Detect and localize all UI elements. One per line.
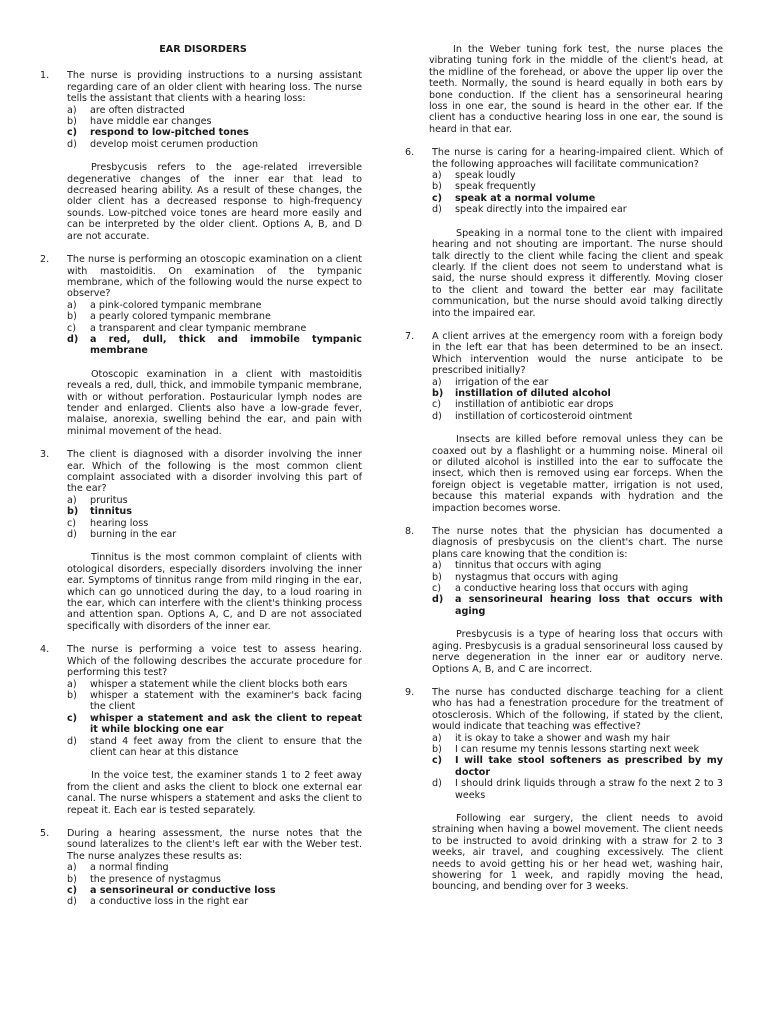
answer-option bbox=[67, 495, 362, 506]
question-number: 3. bbox=[40, 449, 50, 461]
option-text: a conductive loss in the right ear bbox=[90, 896, 249, 908]
answer-option bbox=[432, 733, 723, 744]
option-text: speak directly into the impaired ear bbox=[455, 204, 627, 216]
correct-answer-option bbox=[67, 127, 362, 138]
option-letter: d) bbox=[67, 735, 77, 747]
question-stem: During a hearing assessment, the nurse notes that the sound lateralizes to the client's left ear with the Weber test. The nurse analyzes these results as: bbox=[67, 827, 362, 862]
question-1 bbox=[40, 70, 362, 242]
option-letter: a) bbox=[67, 299, 77, 311]
option-text: the presence of nystagmus bbox=[90, 873, 221, 885]
answer-rationale: Tinnitus is the most common complaint of clients with otological disorders, especially disorders involving the inner ear. Symptoms of tinnitus range from mild ringing in the ear, which can go unnoticed during the day, to a loud roaring in the ear, which can interfere with the client's thinking process and attention span. Options A, C, and D are not associated specifically with disorders of the inner ear. bbox=[67, 552, 362, 632]
question-number: 5. bbox=[40, 827, 50, 839]
right-column bbox=[405, 44, 723, 893]
option-text: whisper a statement and ask the client to repeat it while blocking one ear bbox=[90, 712, 362, 736]
answer-option bbox=[67, 323, 362, 334]
option-letter: c) bbox=[432, 192, 443, 204]
option-text: instillation of corticosteroid ointment bbox=[455, 410, 633, 422]
answer-option bbox=[67, 896, 362, 907]
option-text: it is okay to take a shower and wash my hair bbox=[455, 732, 670, 744]
answer-option bbox=[432, 583, 723, 594]
option-letter: d) bbox=[67, 529, 77, 541]
question-stem: A client arrives at the emergency room with a foreign body in the left ear that has been determined to be an insect. Which intervention would the nurse anticipate to be prescribed initially? bbox=[432, 330, 723, 377]
answer-option bbox=[67, 311, 362, 322]
option-letter: a) bbox=[432, 732, 442, 744]
option-letter: c) bbox=[67, 127, 78, 139]
answer-option bbox=[67, 105, 362, 116]
option-text: respond to low-pitched tones bbox=[90, 127, 249, 139]
option-text: tinnitus bbox=[90, 506, 132, 518]
answer-option bbox=[432, 778, 723, 801]
question-number: 6. bbox=[405, 147, 415, 159]
option-letter: b) bbox=[432, 571, 442, 583]
option-letter: b) bbox=[432, 387, 444, 399]
answer-rationale: Presbycusis is a type of hearing loss that occurs with aging. Presbycusis is a gradual sensorineural loss caused by nerve degeneration in the inner ear or auditory nerve. Options A, B, and C are incorrect. bbox=[432, 629, 723, 675]
option-letter: a) bbox=[67, 494, 77, 506]
correct-answer-option bbox=[432, 193, 723, 204]
answer-rationale: Presbycusis refers to the age-related irreversible degenerative changes of the inner ear that lead to decreased hearing ability. As a result of these changes, the older client has a decreased response to high-frequency sounds. Low-pitched voice tones are heard more easily and can be interpreted by the older client. Options A, B, and D are not accurate. bbox=[67, 162, 362, 242]
option-letter: b) bbox=[432, 181, 442, 193]
option-text: tinnitus that occurs with aging bbox=[455, 560, 602, 572]
answer-option bbox=[67, 139, 362, 150]
question-stem: The nurse is providing instructions to a nursing assistant regarding care of an older client with hearing loss. The nurse tells the assistant that clients with a hearing loss: bbox=[67, 70, 362, 105]
question-number: 2. bbox=[40, 254, 50, 266]
option-letter: a) bbox=[432, 376, 442, 388]
option-letter: d) bbox=[67, 333, 79, 345]
option-text: burning in the ear bbox=[90, 529, 177, 541]
question-number: 1. bbox=[40, 70, 50, 82]
option-text: irrigation of the ear bbox=[455, 376, 549, 388]
answer-option bbox=[67, 862, 362, 873]
answer-option bbox=[67, 690, 362, 713]
question-stem: The nurse is performing an otoscopic examination on a client with mastoiditis. On examination of the tympanic membrane, which of the following would the nurse expect to observe? bbox=[67, 254, 362, 300]
left-column bbox=[40, 44, 362, 908]
question-9 bbox=[405, 687, 723, 893]
option-text: speak loudly bbox=[455, 170, 516, 182]
option-text: pruritus bbox=[90, 494, 128, 506]
option-letter: d) bbox=[432, 778, 442, 790]
option-text: a pearly colored tympanic membrane bbox=[90, 311, 271, 323]
option-letter: b) bbox=[67, 116, 77, 128]
option-letter: b) bbox=[432, 743, 442, 755]
option-text: stand 4 feet away from the client to ensure that the client can hear at this distance bbox=[90, 735, 362, 758]
correct-answer-option bbox=[432, 594, 723, 617]
question-stem: The nurse is performing a voice test to assess hearing. Which of the following describes the accurate procedure for performing this test? bbox=[67, 644, 362, 679]
option-text: develop moist cerumen production bbox=[90, 138, 259, 150]
correct-answer-option bbox=[67, 506, 362, 517]
answer-rationale: In the voice test, the examiner stands 1 to 2 feet away from the client and asks the client to block one external ear canal. The nurse whispers a statement and asks the client to repeat it. Each ear is tested separately. bbox=[67, 770, 362, 816]
question-stem: The nurse has conducted discharge teaching for a client who has had a fenestration procedure for the treatment of otosclerosis. Which of the following, if stated by the client, would indicate that teaching was effective? bbox=[432, 686, 723, 733]
answer-option bbox=[432, 744, 723, 755]
spacer bbox=[405, 514, 723, 526]
question-stem: The nurse is caring for a hearing-impaired client. Which of the following approaches will facilitate communication? bbox=[432, 147, 723, 170]
question-number: 7. bbox=[405, 330, 415, 342]
question-number: 8. bbox=[405, 526, 415, 538]
option-letter: b) bbox=[67, 873, 77, 885]
answer-option bbox=[432, 204, 723, 215]
option-text: I can resume my tennis lessons starting next week bbox=[455, 743, 700, 755]
answer-option bbox=[432, 411, 723, 422]
option-letter: c) bbox=[432, 399, 442, 411]
answer-option bbox=[432, 377, 723, 388]
question-stem: The client is diagnosed with a disorder involving the inner ear. Which of the following is the most common client complaint associated with a disorder involving this part of the ear? bbox=[67, 449, 362, 495]
option-letter: d) bbox=[67, 138, 77, 150]
correct-answer-option bbox=[67, 334, 362, 357]
option-text: nystagmus that occurs with aging bbox=[455, 571, 619, 583]
option-text: instillation of antibiotic ear drops bbox=[455, 399, 614, 411]
answer-option bbox=[67, 518, 362, 529]
spacer bbox=[405, 675, 723, 687]
option-letter: c) bbox=[67, 885, 78, 896]
option-letter: c) bbox=[432, 583, 442, 595]
answer-option bbox=[67, 736, 362, 759]
spacer bbox=[40, 437, 362, 449]
answer-option bbox=[67, 116, 362, 127]
correct-answer-option bbox=[67, 713, 362, 736]
option-letter: a) bbox=[67, 678, 77, 690]
spacer bbox=[40, 242, 362, 254]
answer-option bbox=[67, 874, 362, 885]
option-letter: d) bbox=[432, 204, 442, 216]
answer-rationale: Speaking in a normal tone to the client with impaired hearing and not shouting are important. The nurse should talk directly to the client while facing the client and speak clearly. If the client does not seem to understand what is said, the nurse should express it differently. Moving closer to the client and toward the better ear may facilitate communication, but the nurse should avoid talking directly into the impaired ear. bbox=[432, 227, 723, 319]
question-6 bbox=[405, 147, 723, 319]
spacer bbox=[405, 135, 723, 147]
question-stem: The nurse notes that the physician has documented a diagnosis of presbycusis on the client's chart. The nurse plans care knowing that the condition is: bbox=[432, 526, 723, 560]
option-text: I will take stool softeners as prescribed by my doctor bbox=[455, 755, 723, 778]
answer-option bbox=[432, 560, 723, 571]
answer-rationale: Following ear surgery, the client needs to avoid straining when having a bowel movement. The client needs to be instructed to avoid drinking with a straw for 2 to 3 weeks, air travel, and coughing excessively. The client needs to avoid getting his or her head wet, washing hair, showering for 1 week, and rapidly moving the head, bouncing, and bending over for 3 weeks. bbox=[432, 812, 723, 893]
option-text: speak at a normal volume bbox=[455, 192, 596, 204]
answer-option bbox=[432, 399, 723, 410]
option-letter: c) bbox=[67, 712, 78, 724]
option-letter: b) bbox=[67, 506, 79, 518]
option-text: a transparent and clear tympanic membrane bbox=[90, 322, 307, 334]
spacer bbox=[40, 816, 362, 828]
question-7 bbox=[405, 331, 723, 514]
answer-rationale: Otoscopic examination in a client with mastoiditis reveals a red, dull, thick, and immobile tympanic membrane, with or without perforation. Postauricular lymph nodes are tender and enlarged. Clients also have a low-grade fever, malaise, anorexia, swelling behind the ear, and pain with minimal movement of the head. bbox=[67, 368, 362, 437]
answer-rationale: Insects are killed before removal unless they can be coaxed out by a flashlight or a humming noise. Mineral oil or diluted alcohol is instilled into the ear to suffocate the insect, which then is removed using ear forceps. When the foreign object is vegetable matter, irrigation is not used, because this material expands with hydration and the impaction becomes worse. bbox=[432, 434, 723, 514]
answer-option bbox=[432, 181, 723, 192]
option-text: whisper a statement while the client blocks both ears bbox=[90, 678, 348, 690]
spacer bbox=[40, 632, 362, 644]
option-letter: c) bbox=[432, 755, 443, 767]
answer-option bbox=[67, 679, 362, 690]
option-text: I should drink liquids through a straw fo the next 2 to 3 weeks bbox=[455, 778, 723, 801]
option-text: hearing loss bbox=[90, 517, 149, 529]
option-text: are often distracted bbox=[90, 104, 185, 116]
option-letter: d) bbox=[432, 410, 442, 422]
answer-option bbox=[432, 170, 723, 181]
option-letter: a) bbox=[67, 862, 77, 874]
option-text: whisper a statement with the examiner's back facing the client bbox=[90, 689, 362, 713]
option-letter: b) bbox=[67, 311, 77, 323]
option-text: instillation of diluted alcohol bbox=[455, 387, 611, 399]
question-number: 9. bbox=[405, 686, 415, 698]
question-number: 4. bbox=[40, 644, 50, 656]
option-text: have middle ear changes bbox=[90, 116, 212, 128]
correct-answer-option bbox=[67, 885, 362, 896]
page-title: EAR DISORDERS bbox=[159, 44, 247, 55]
option-text: a pink-colored tympanic membrane bbox=[90, 299, 262, 311]
answer-option bbox=[432, 572, 723, 583]
question-2 bbox=[40, 254, 362, 437]
option-letter: d) bbox=[67, 896, 77, 908]
correct-answer-option bbox=[432, 388, 723, 399]
option-letter: a) bbox=[432, 170, 442, 182]
question-4 bbox=[40, 644, 362, 816]
question-5 bbox=[40, 828, 362, 908]
option-text: a conductive hearing loss that occurs with aging bbox=[455, 583, 689, 595]
option-text: speak frequently bbox=[455, 181, 536, 193]
option-letter: c) bbox=[67, 322, 77, 334]
option-letter: a) bbox=[432, 560, 442, 572]
answer-option bbox=[67, 529, 362, 540]
option-letter: a) bbox=[67, 104, 77, 116]
option-text: a normal finding bbox=[90, 862, 169, 874]
option-letter: b) bbox=[67, 689, 77, 701]
weber-test-rationale: In the Weber tuning fork test, the nurse places the vibrating tuning fork in the middle of the client's head, at the midline of the forehead, or above the upper lip over the teeth. Normally, the sound is heard equally in both ears by bone conduction. If the client has a sensorineural hearing loss in one ear, the sound is heard in the other ear. If the client has a conductive hearing loss in one ear, the sound is heard in that ear. bbox=[429, 44, 723, 135]
question-8 bbox=[405, 526, 723, 675]
correct-answer-option bbox=[432, 755, 723, 778]
option-text: a red, dull, thick and immobile tympanic membrane bbox=[90, 333, 362, 357]
option-letter: d) bbox=[432, 594, 444, 606]
option-text: a sensorineural hearing loss that occurs with aging bbox=[455, 594, 723, 617]
option-letter: c) bbox=[67, 517, 77, 529]
question-3 bbox=[40, 449, 362, 632]
answer-option bbox=[67, 300, 362, 311]
spacer bbox=[405, 319, 723, 331]
option-text: a sensorineural or conductive loss bbox=[90, 885, 276, 896]
